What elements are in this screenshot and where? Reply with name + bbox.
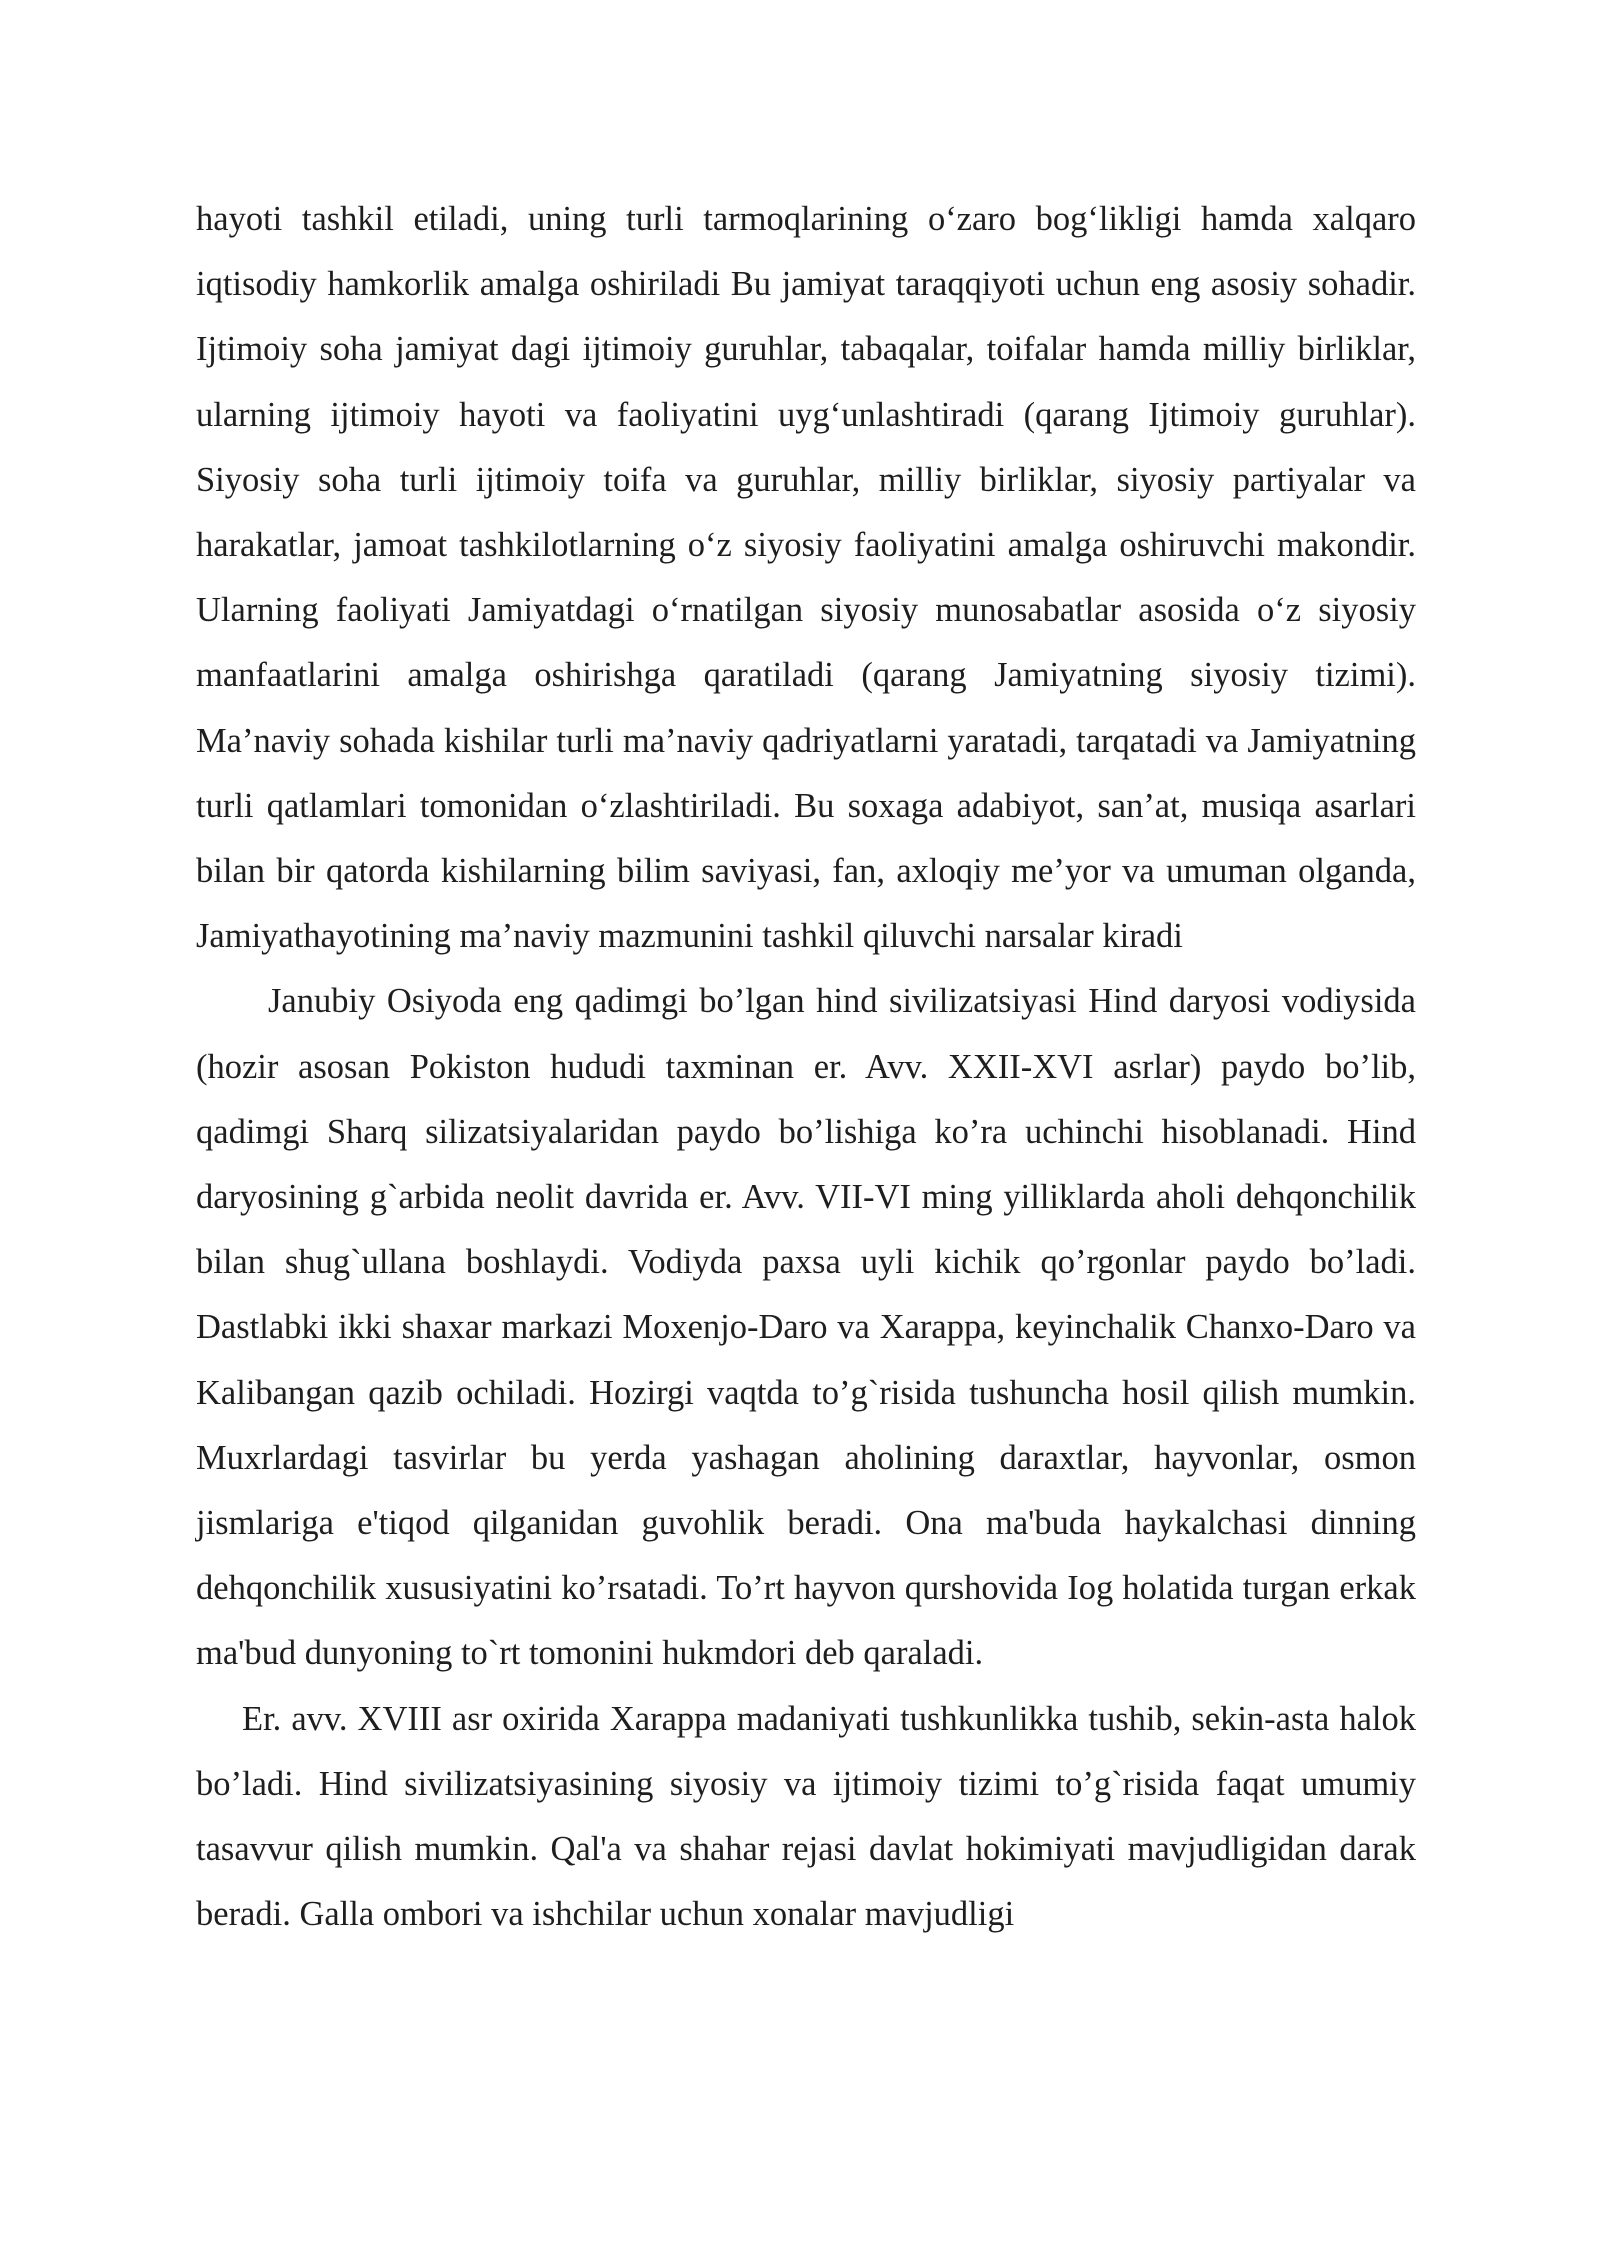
paragraph-3: Er. avv. XVIII asr oxirida Xarappa madaniyati tushkunlikka tushib, sekin-asta halok bo’ladi. Hind sivilizatsiyasining siyosiy va ijtimoiy tizimi to’g`risida faqat umumiy tasavvur qilish mumkin. Qal'a va shahar rejasi davlat hokimiyati mavjudligidan darak beradi. Galla ombori va ishchilar uchun xonalar mavjudligi: [196, 1699, 1416, 1934]
paragraph-2: Janubiy Osiyoda eng qadimgi bo’lgan hind sivilizatsiyasi Hind daryosi vodiysida (hozir asosan Pokiston hududi taxminan er. Avv. XXII-XVI asrlar) paydo bo’lib, qadimgi Sharq silizatsiyalaridan paydo bo’lishiga ko’ra uchinchi hisoblanadi. Hind daryosining g`arbida neolit davrida er. Avv. VII-VI ming yilliklarda aholi dehqonchilik bilan shug`ullana boshlaydi. Vodiyda paxsa uyli kichik qo’rgonlar paydo bo’ladi. Dastlabki ikki shaxar markazi Moxenjo-Daro va Xarappa, keyinchalik Chanxo-Daro va Kalibangan qazib ochiladi. Hozirgi vaqtda to’g`risida tushuncha hosil qilish mumkin. Muxrlardagi tasvirlar bu yerda yashagan aholining daraxtlar, hayvonlar, osmon jismlariga e'tiqod qilganidan guvohlik beradi. Ona ma'buda haykalchasi dinning dehqonchilik xususiyatini ko’rsatadi. To’rt hayvon qurshovida Iog holatida turgan erkak ma'bud dunyoning to`rt tomonini hukmdori deb qaraladi.: [196, 982, 1416, 1673]
body-text: [196, 187, 1416, 1947]
paragraph-1: hayoti tashkil etiladi, uning turli tarmoqlarining o‘zaro bog‘likligi hamda xalqaro iqtisodiy hamkorlik amalga oshiriladi Bu jamiyat taraqqiyoti uchun eng asosiy sohadir. Ijtimoiy soha jamiyat dagi ijtimoiy guruhlar, tabaqalar, toifalar hamda milliy birliklar, ularning ijtimoiy hayoti va faoliyatini uyg‘unlashtiradi (qarang Ijtimoiy guruhlar). Siyosiy soha turli ijtimoiy toifa va guruhlar, milliy birliklar, siyosiy partiyalar va harakatlar, jamoat tashkilotlarning o‘z siyosiy faoliyatini amalga oshiruvchi makondir. Ularning faoliyati Jamiyatdagi o‘rnatilgan siyosiy munosabatlar asosida o‘z siyosiy manfaatlarini amalga oshirishga qaratiladi (qarang Jamiyatning siyosiy tizimi). Ma’naviy sohada kishilar turli ma’naviy qadriyatlarni yaratadi, tarqatadi va Jamiyatning turli qatlamlari tomonidan o‘zlashtiriladi. Bu soxaga adabiyot, san’at, musiqa asarlari bilan bir qatorda kishilarning bilim saviyasi, fan, axloqiy me’yor va umuman olganda, Jamiyathayotining ma’naviy mazmunini tashkil qiluvchi narsalar kiradi: [196, 200, 1416, 956]
